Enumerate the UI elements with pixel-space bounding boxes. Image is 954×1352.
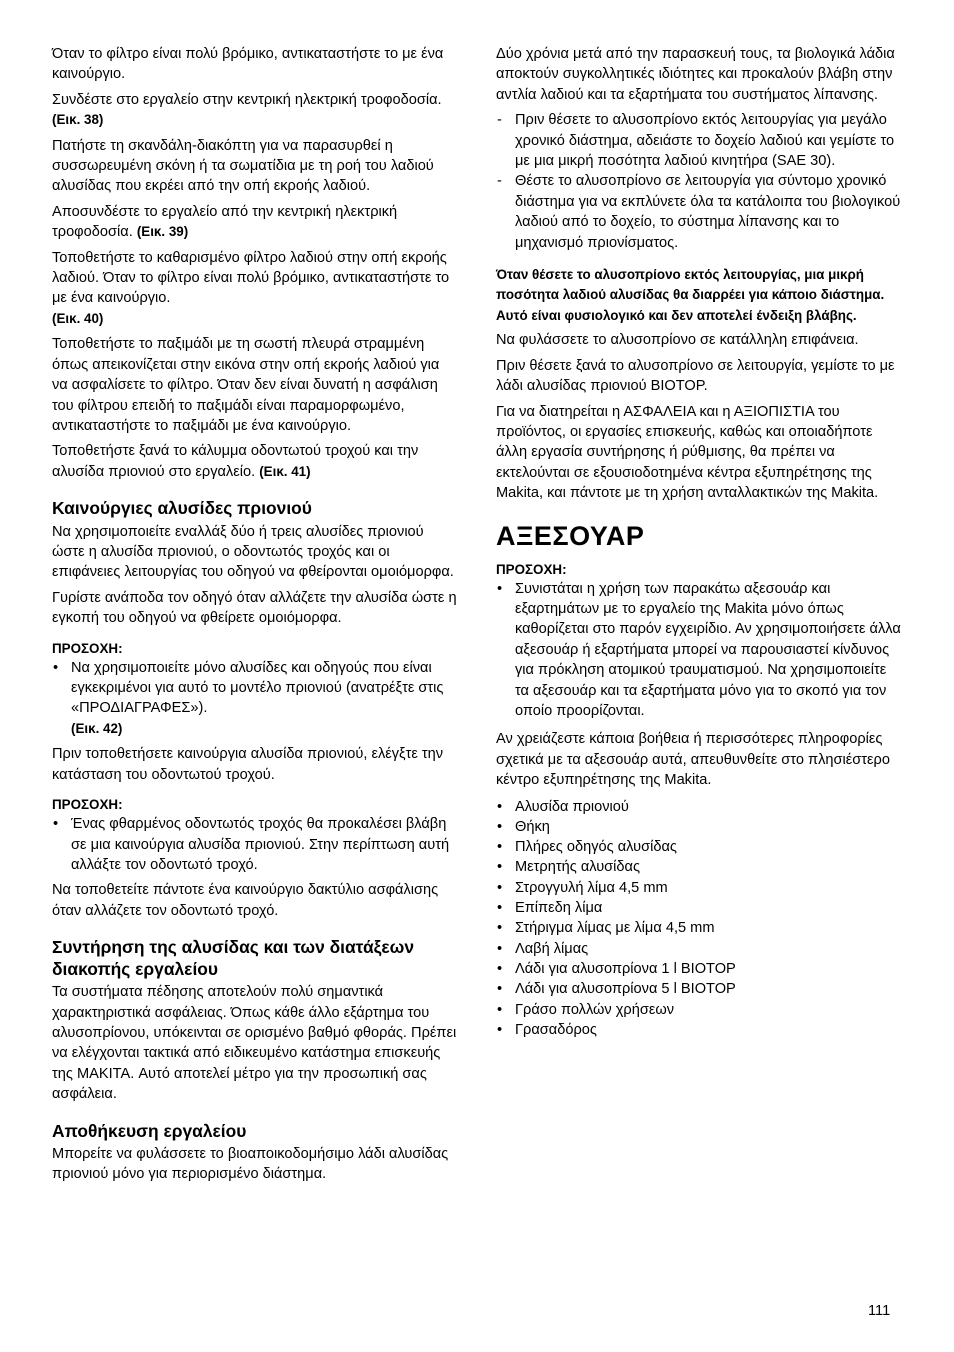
- figure-reference: (Εικ. 38): [52, 112, 104, 128]
- section-heading-maintenance: Συντήρηση της αλυσίδας και των διατάξεων διακοπής εργαλείου: [52, 937, 415, 979]
- paragraph: Όταν το φίλτρο είναι πολύ βρόμικο, αντικαταστήστε το με ένα καινούργιο.: [52, 46, 444, 83]
- caution-label: ΠΡΟΣΟΧΗ:: [496, 561, 567, 577]
- paragraph: Συνδέστε στο εργαλείο στην κεντρική ηλεκτρική τροφοδοσία. (Εικ. 38): [52, 91, 442, 128]
- accessory-item: • Στήριγμα λίμας με λίμα 4,5 mm: [496, 918, 902, 938]
- figure-reference: (Εικ. 42): [71, 720, 123, 736]
- figure-reference: (Εικ. 41): [259, 463, 311, 479]
- caution-label: ΠΡΟΣΟΧΗ:: [52, 640, 123, 656]
- paragraph: Μπορείτε να φυλάσσετε το βιοαποικοδομήσιμο λάδι αλυσίδας πριονιού μόνο για περιορισμένο διάστημα.: [52, 1146, 449, 1183]
- accessory-item: • Λάδι για αλυσοπρίονα 5 l BIOTOP: [496, 979, 902, 999]
- accessory-item: • Γράσο πολλών χρήσεων: [496, 1000, 902, 1020]
- paragraph: Για να διατηρείται η ΑΣΦΑΛΕΙΑ και η ΑΞΙΟΠΙΣΤΙΑ του προϊόντος, οι εργασίες επισκευής, καθώς και οποιαδήποτε άλλη εργασία συντήρησης ή ρύθμισης, θα πρέπει να εκτελούνται σε εξουσιοδοτημένα κέντρα εξυπηρέτησης της Makita, και πάντοτε με τη χρήση ανταλλακτικών της Makita.: [496, 403, 879, 502]
- accessory-item: • Αλυσίδα πριονιού: [496, 797, 902, 817]
- left-column: [52, 44, 458, 1190]
- accessory-item: • Θήκη: [496, 817, 902, 837]
- paragraph: Τα συστήματα πέδησης αποτελούν πολύ σημαντικά χαρακτηριστικά ασφάλειας. Όπως κάθε άλλο εξάρτημα του αλυσοπρίονου, υπόκεινται σε ορισμένο βαθμό φθοράς. Πρέπει να ελέγχονται τακτικά από ειδικευμένο κατάστημα επισκευής της MAKITA. Αυτό αποτελεί μέτρο για την προσωπική σας ασφάλεια.: [52, 984, 457, 1103]
- paragraph: Να φυλάσσετε το αλυσοπρίονο σε κατάλληλη επιφάνεια.: [496, 332, 859, 349]
- bold-note: Όταν θέσετε το αλυσοπρίονο εκτός λειτουργίας, μια μικρή ποσότητα λαδιού αλυσίδας θα διαρρέει για κάποιο διάστημα. Αυτό είναι φυσιολογικό και δεν αποτελεί ένδειξη βλάβης.: [496, 267, 885, 323]
- list-item: • Ένας φθαρμένος οδοντωτός τροχός θα προκαλέσει βλάβη σε μια καινούργια αλυσίδα πριονιού. Στην περίπτωση αυτή αλλάξτε τον οδοντωτό τροχό.: [52, 814, 458, 875]
- paragraph: Τοποθετήστε το καθαρισμένο φίλτρο λαδιού στην οπή εκροής λαδιού. Όταν το φίλτρο είναι πολύ βρόμικο, αντικαταστήστε το με ένα καινούργιο. (Εικ. 40): [52, 249, 450, 326]
- accessory-item: • Επίπεδη λίμα: [496, 898, 902, 918]
- caution-label: ΠΡΟΣΟΧΗ:: [52, 797, 123, 813]
- paragraph: Να τοποθετείτε πάντοτε ένα καινούργιο δακτύλιο ασφάλισης όταν αλλάζετε τον οδοντωτό τροχό.: [52, 882, 439, 919]
- dash-list: [496, 110, 902, 253]
- accessory-item: • Λάδι για αλυσοπρίονα 1 l BIOTOP: [496, 959, 902, 979]
- paragraph: Αν χρειάζεστε κάποια βοήθεια ή περισσότερες πληροφορίες σχετικά με τα αξεσουάρ αυτά, απευθυνθείτε στο πλησιέστερο κέντρο εξυπηρέτησης της Makita.: [496, 731, 890, 789]
- accessory-item: • Πλήρες οδηγός αλυσίδας: [496, 837, 902, 857]
- caution-list: [52, 658, 458, 740]
- accessory-item: • Λαβή λίμας: [496, 939, 902, 959]
- section-heading-storage: Αποθήκευση εργαλείου: [52, 1120, 247, 1141]
- paragraph: Πατήστε τη σκανδάλη-διακόπτη για να παρασυρθεί η συσσωρευμένη σκόνη ή τα σωματίδια με τη ροή του λαδιού αλυσίδας που εκρέει από την οπή εκροής λαδιού.: [52, 137, 434, 195]
- page-number: 111: [868, 1303, 891, 1319]
- paragraph: Πριν θέσετε ξανά το αλυσοπρίονο σε λειτουργία, γεμίστε το με λάδι αλυσίδας πριονιού BIOTOP.: [496, 357, 895, 395]
- paragraph: Να χρησιμοποιείτε εναλλάξ δύο ή τρεις αλυσίδες πριονιού ώστε η αλυσίδα πριονιού, ο οδοντωτός τροχός και οι επιφάνειες λειτουργίας του οδηγού να φθείρονται ομοιόμορφα.: [52, 523, 454, 581]
- paragraph: Τοποθετήστε ξανά το κάλυμμα οδοντωτού τροχού και την αλυσίδα πριονιού στο εργαλείο. (Εικ. 41): [52, 443, 419, 480]
- paragraph: Γυρίστε ανάποδα τον οδηγό όταν αλλάζετε την αλυσίδα ώστε η εγκοπή του οδηγού να φθείρετε ομοιόμορφα.: [52, 589, 457, 627]
- list-item: • Συνιστάται η χρήση των παρακάτω αξεσουάρ και εξαρτημάτων με το εργαλείο της Makita μόνο όπως καθορίζεται στο παρόν εγχειρίδιο. Αν χρησιμοποιήσετε άλλα αξεσουάρ ή εξαρτήματα μπορεί να παρουσιαστεί κίνδυνος για πρόκληση ατομικού τραυματισμού. Να χρησιμοποιείτε τα αξεσουάρ και τα εξαρτήματα μόνο για το σκοπό για τον οποίο προορίζονται.: [496, 579, 902, 722]
- accessory-item: • Στρογγυλή λίμα 4,5 mm: [496, 878, 902, 898]
- accessory-item: • Μετρητής αλυσίδας: [496, 857, 902, 877]
- paragraph: Τοποθετήστε το παξιμάδι με τη σωστή πλευρά στραμμένη όπως απεικονίζεται στην εικόνα στην οπή εκροής λαδιού για να ασφαλίσετε το φίλτρο. Όταν δεν είναι δυνατή η ασφάλιση του φίλτρου επειδή το παξιμάδι είναι παραμορφωμένο, αντικαταστήστε το παξιμάδι με ένα καινούργιο.: [52, 336, 440, 434]
- list-item: - Πριν θέσετε το αλυσοπρίονο εκτός λειτουργίας για μεγάλο χρονικό διάστημα, αδειάστε το δοχείο λαδιού και γεμίστε το με μια μικρή ποσότητα λαδιού κινητήρα (SAE 30).: [496, 110, 902, 171]
- caution-list: [496, 579, 902, 722]
- paragraph: Αποσυνδέστε το εργαλείο από την κεντρική ηλεκτρική τροφοδοσία. (Εικ. 39): [52, 203, 398, 241]
- list-item: • Να χρησιμοποιείτε μόνο αλυσίδες και οδηγούς που είναι εγκεκριμένοι για αυτό το μοντέλο πριονιού (ανατρέξτε στις «ΠΡΟΔΙΑΓΡΑΦΕΣ»). (Εικ. 42): [52, 658, 458, 740]
- right-column: [496, 44, 902, 1040]
- figure-reference: (Εικ. 39): [136, 224, 189, 240]
- list-item: - Θέστε το αλυσοπρίονο σε λειτουργία για σύντομο χρονικό διάστημα για να εκπλύνετε όλα τα κατάλοιπα του βιολογικού λαδιού από το δοχείο, το σύστημα λίπανσης και το μηχανισμό πριονίσματος.: [496, 171, 902, 253]
- paragraph: Πριν τοποθετήσετε καινούργια αλυσίδα πριονιού, ελέγξτε την κατάσταση του οδοντωτού τροχού.: [52, 746, 444, 783]
- section-heading-new-chains: Καινούργιες αλυσίδες πριονιού: [52, 498, 312, 519]
- section-heading-accessories: ΑΞΕΣΟΥΑΡ: [496, 520, 645, 551]
- paragraph: Δύο χρόνια μετά από την παρασκευή τους, τα βιολογικά λάδια αποκτούν συγκολλητικές ιδιότητες και προκαλούν βλάβη στην αντλία λαδιού και τα εξαρτήματα του συστήματος λίπανσης.: [496, 46, 895, 103]
- caution-list: [52, 814, 458, 875]
- accessories-list: [496, 797, 902, 1041]
- figure-reference: (Εικ. 40): [52, 310, 104, 326]
- accessory-item: • Γρασαδόρος: [496, 1020, 902, 1040]
